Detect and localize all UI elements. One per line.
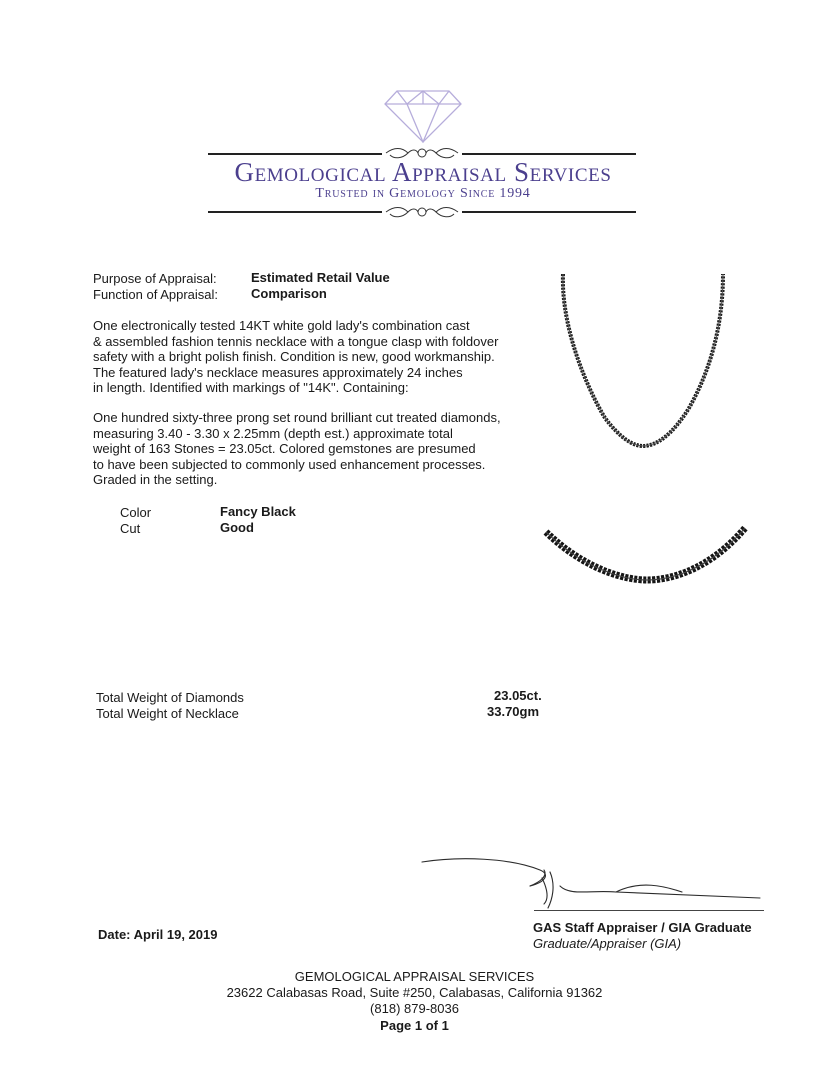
total-necklace-label: Total Weight of Necklace [96, 706, 239, 721]
company-tagline: Trusted in Gemology Since 1994 [315, 186, 531, 201]
total-necklace-value: 33.70gm [487, 704, 540, 719]
footer-address: 23622 Calabasas Road, Suite #250, Calabasas, California 91362 [226, 985, 603, 1000]
footer-company: GEMOLOGICAL APPRAISAL SERVICES [294, 969, 535, 984]
diamond-logo-icon [383, 88, 463, 144]
signer-subtitle: Graduate/Appraiser (GIA) [533, 936, 682, 951]
grading-cut-value: Good [220, 520, 254, 535]
necklace-full-image [545, 268, 735, 458]
item-description [93, 318, 498, 396]
necklace-closeup-image [543, 524, 749, 594]
appraisal-date: Date: April 19, 2019 [98, 927, 218, 942]
grading-cut-label: Cut [120, 521, 141, 536]
stones-description [93, 410, 501, 488]
signature-line [534, 910, 764, 911]
purpose-value: Estimated Retail Value [251, 270, 390, 285]
page-number: Page 1 of 1 [380, 1018, 449, 1033]
function-value: Comparison [251, 286, 327, 301]
ornament-bottom-icon [382, 202, 462, 222]
description-line: in length. Identified with markings of "14K". Containing: [93, 380, 409, 395]
footer-phone: (818) 879-8036 [370, 1001, 459, 1016]
company-name: Gemological Appraisal Services [234, 157, 612, 187]
stones-line: to have been subjected to commonly used enhancement processes. [93, 456, 486, 472]
total-diamonds-label: Total Weight of Diamonds [96, 690, 244, 705]
total-diamonds-value: 23.05ct. [494, 688, 542, 703]
signature-image [420, 852, 765, 914]
description-line: safety with a bright polish finish. Condition is new, good workmanship. [93, 349, 495, 364]
stones-line: weight of 163 Stones = 23.05ct. Colored gemstones are presumed [93, 441, 476, 456]
grading-color-label: Color [120, 505, 152, 520]
grading-color-value: Fancy Black [220, 504, 296, 519]
stones-line: One hundred sixty-three prong set round brilliant cut treated diamonds, [93, 410, 501, 425]
signer-title: GAS Staff Appraiser / GIA Graduate [533, 920, 752, 935]
description-line: The featured lady's necklace measures approximately 24 inches [93, 364, 463, 380]
function-label: Function of Appraisal: [93, 287, 219, 302]
description-line: One electronically tested 14KT white gold lady's combination cast [93, 318, 470, 333]
stones-line: measuring 3.40 - 3.30 x 2.25mm (depth est.) approximate total [93, 425, 453, 441]
description-line: & assembled fashion tennis necklace with a tongue clasp with foldover [93, 333, 499, 349]
stones-line: Graded in the setting. [93, 472, 218, 487]
purpose-label: Purpose of Appraisal: [93, 271, 217, 286]
